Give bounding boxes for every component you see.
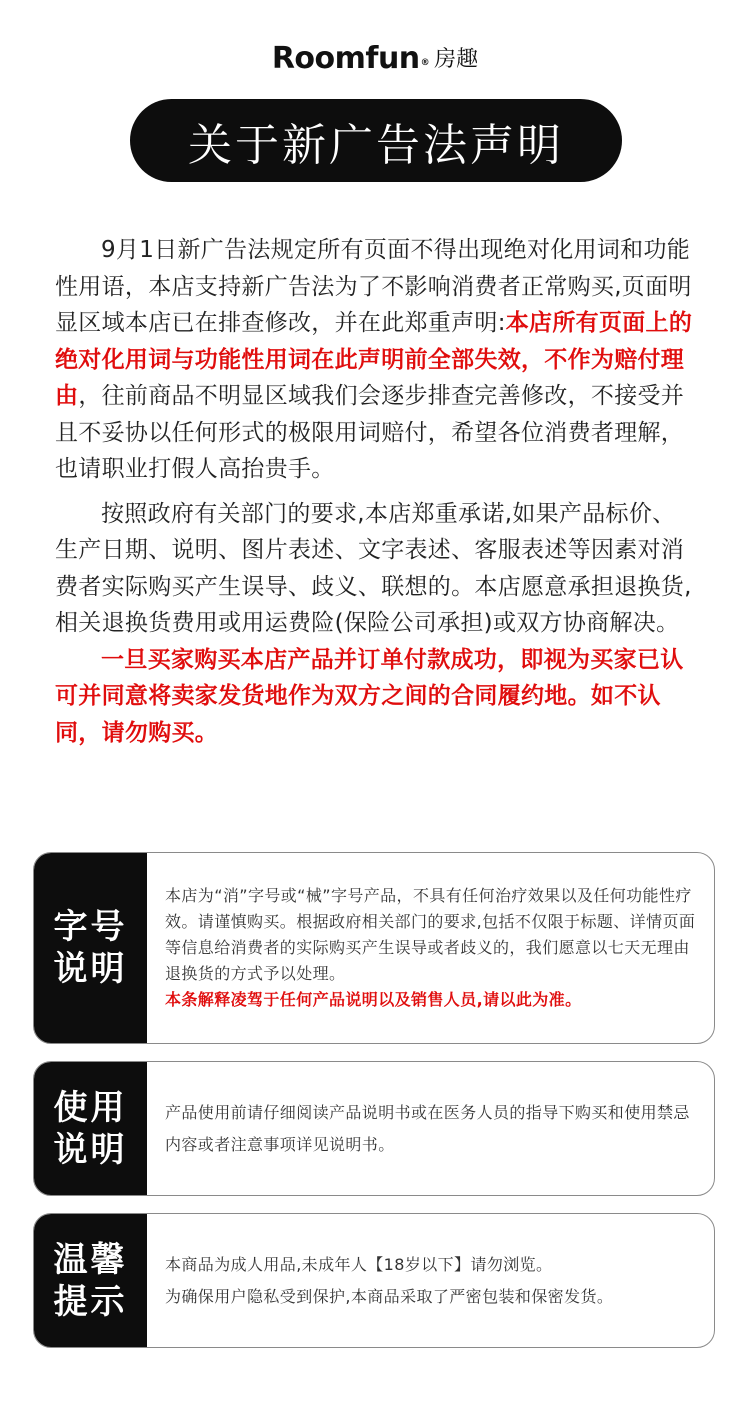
statement-paragraph-1 <box>55 232 695 488</box>
card-label-line-2: 提示 <box>53 1281 128 1322</box>
para1-red-text: 本店所有页面上的绝对化用词与功能性用词在此声明前全部失效，不作为赔付理由 <box>55 310 693 409</box>
card-label-line-2: 说明 <box>53 1129 128 1170</box>
card-content <box>165 1214 700 1347</box>
para1-normal-text: 9月1日新广告法规定所有页面不得出现绝对化用词和功能性用语，本店支持新广告法为了不影响消费者正常购买,页面明显区域本店已在排查修改，并在此郑重声明: <box>55 237 692 336</box>
card-label <box>34 1062 147 1195</box>
statement-paragraph-2: 按照政府有关部门的要求,本店郑重承诺,如果产品标价、生产日期、说明、图片表述、文字表述、客服表述等因素对消费者实际购买产生误导、歧义、联想的。本店愿意承担退换货,相关退换货费用或用运费险(保险公司承担)或双方协商解决。 <box>55 500 692 636</box>
card-text-line-2: 为确保用户隐私受到保护,本商品采取了严密包装和保密发货。 <box>165 1286 614 1306</box>
card-label-line-2: 说明 <box>53 949 128 989</box>
page-title-banner <box>130 99 622 182</box>
card-content <box>165 853 700 1043</box>
card-label-line-1: 字号 <box>53 907 128 947</box>
page-title: 关于新广告法声明 <box>188 119 564 171</box>
statement-body <box>55 232 695 751</box>
card-label <box>34 853 147 1043</box>
card-label-line-1: 温馨 <box>53 1239 128 1280</box>
tips-card <box>33 1213 715 1348</box>
registered-mark: ® <box>420 58 430 68</box>
card-text: 本店为“消”字号或“械”字号产品，不具有任何治疗效果以及任何功能性疗效。请谨慎购买。根据政府相关部门的要求,包括不仅限于标题、详情页面等信息给消费者的实际购买产生误导或者歧义的，我们愿意以七天无理由退换货的方式予以处理。 <box>165 886 696 983</box>
card-red-text: 本条解释凌驾于任何产品说明以及销售人员,请以此为准。 <box>165 990 582 1009</box>
logo-chinese-name: 房趣 <box>434 47 479 72</box>
brand-logo <box>0 42 750 76</box>
card-label-line-1: 使用 <box>53 1087 128 1128</box>
card-label <box>34 1214 147 1347</box>
card-text-line-1: 本商品为成人用品,未成年人【18岁以下】请勿浏览。 <box>165 1254 553 1274</box>
para1-tail-text: ，往前商品不明显区域我们会逐步排查完善修改，不接受并且不妥协以任何形式的极限用词赔付，希望各位消费者理解，也请职业打假人高抬贵手。 <box>55 383 685 482</box>
statement-paragraph-3: 一旦买家购买本店产品并订单付款成功，即视为买家已认可并同意将卖家发货地作为双方之间的合同履约地。如不认同，请勿购买。 <box>55 646 684 746</box>
font-notice-card <box>33 852 715 1044</box>
usage-card <box>33 1061 715 1196</box>
card-content <box>165 1062 700 1195</box>
card-text: 产品使用前请仔细阅读产品说明书或在医务人员的指导下购买和使用禁忌内容或者注意事项详见说明书。 <box>165 1102 690 1154</box>
logo-wordmark: Roomfun® <box>271 41 430 76</box>
